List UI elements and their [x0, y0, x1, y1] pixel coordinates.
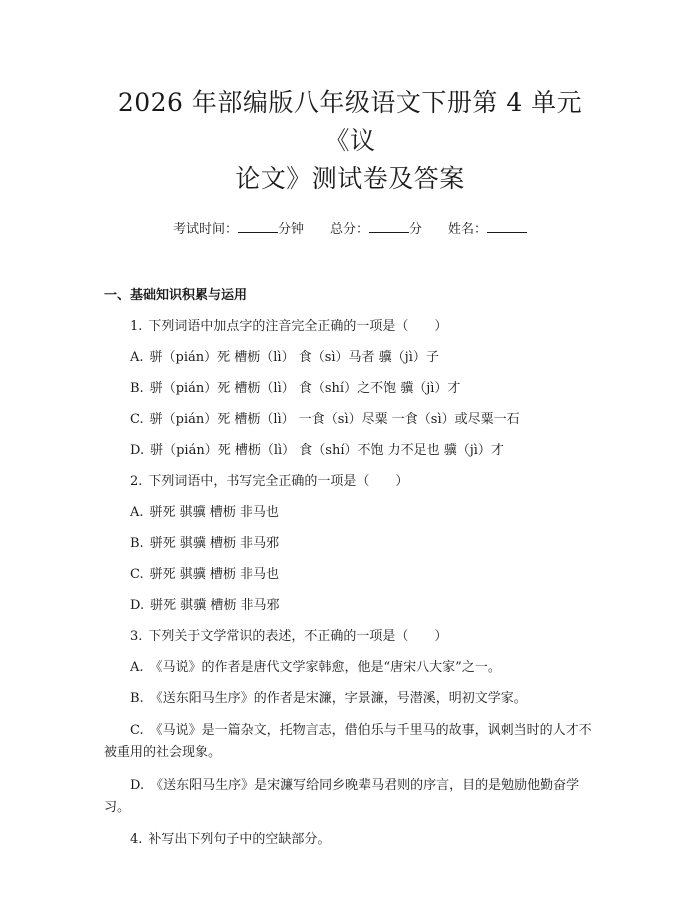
- question-number: 2.: [130, 474, 143, 489]
- question-number: 4.: [130, 832, 143, 847]
- option-text: 《马说》的作者是唐代文学家韩愈，他是“唐宋八大家”之一。: [149, 660, 501, 675]
- option-text: 骈（pián）死 槽枥（lì） 食（shí）不饱 力不足也 骥（jì）才: [150, 443, 504, 458]
- option-text: 《马说》是一篇杂文，托物言志，借伯乐与千里马的故事，讽刺当时的人才不被重用的社会现象。: [104, 723, 592, 760]
- option-3a: [104, 658, 596, 678]
- option-label: A.: [130, 350, 144, 365]
- score-blank: [369, 232, 409, 233]
- option-text: 《送东阳马生序》是宋濂写给同乡晚辈马君则的序言，目的是勉励他勤奋学习。: [104, 778, 580, 815]
- score-unit: 分: [409, 222, 423, 237]
- option-label: A.: [130, 660, 144, 675]
- option-2a: [104, 503, 596, 523]
- name-blank: [487, 232, 527, 233]
- option-text: 《送东阳马生序》的作者是宋濂，字景濂，号潜溪，明初文学家。: [149, 691, 527, 706]
- option-text: 骈死 骐骥 槽枥 非马也: [149, 505, 279, 520]
- question-2: [104, 472, 596, 492]
- option-label: B.: [130, 691, 144, 706]
- option-label: C.: [130, 412, 144, 427]
- option-2b: [104, 534, 596, 554]
- page-title: [104, 84, 596, 198]
- question-list: [104, 317, 596, 850]
- option-label: B.: [130, 536, 144, 551]
- option-label: B.: [130, 381, 144, 396]
- time-unit: 分钟: [277, 222, 304, 237]
- exam-meta: [104, 220, 596, 240]
- name-label: 姓名：: [448, 222, 488, 237]
- time-label: 考试时间：: [172, 222, 238, 237]
- question-text: 下列关于文学常识的表述，不正确的一项是（ ）: [148, 629, 448, 644]
- title-line-1: 2026 年部编版八年级语文下册第 4 单元《议: [117, 88, 583, 155]
- option-label: D.: [130, 443, 145, 458]
- title-line-2: 论文》测试卷及答案: [235, 164, 465, 193]
- question-text: 下列词语中加点字的注音完全正确的一项是（ ）: [148, 319, 448, 334]
- option-label: A.: [130, 505, 144, 520]
- option-label: D.: [130, 598, 145, 613]
- option-label: C.: [130, 567, 144, 582]
- question-text: 下列词语中，书写完全正确的一项是（ ）: [148, 474, 409, 489]
- question-3: [104, 627, 596, 647]
- option-1b: [104, 379, 596, 399]
- option-text: 骈死 骐骥 槽枥 非马邪: [150, 598, 280, 613]
- option-label: C.: [130, 723, 144, 738]
- question-4: [104, 830, 596, 850]
- score-label: 总分：: [329, 222, 369, 237]
- option-2d: [104, 596, 596, 616]
- option-label: D.: [130, 778, 145, 793]
- option-text: 骈（pián）死 槽枥（lì） 一食（sì）尽粟 一食（sì）或尽粟一石: [149, 412, 520, 427]
- option-text: 骈（pián）死 槽枥（lì） 食（sì）马者 骥（jì）子: [149, 350, 439, 365]
- question-number: 3.: [130, 629, 143, 644]
- question-number: 1.: [130, 319, 143, 334]
- time-blank: [238, 232, 278, 233]
- option-1a: [104, 348, 596, 368]
- question-text: 补写出下列句子中的空缺部分。: [148, 832, 331, 847]
- option-text: 骈死 骐骥 槽枥 非马也: [149, 567, 280, 582]
- option-2c: [104, 565, 596, 585]
- section-heading: 一、基础知识积累与运用: [104, 288, 248, 303]
- option-1c: [104, 410, 596, 430]
- option-text: 骈（pián）死 槽枥（lì） 食（shí）之不饱 骥（jì）才: [149, 381, 461, 396]
- option-3d: [104, 775, 596, 819]
- option-1d: [104, 441, 596, 461]
- option-3b: [104, 689, 596, 709]
- option-3c: [104, 720, 596, 764]
- question-1: [104, 317, 596, 337]
- option-text: 骈死 骐骥 槽枥 非马邪: [149, 536, 280, 551]
